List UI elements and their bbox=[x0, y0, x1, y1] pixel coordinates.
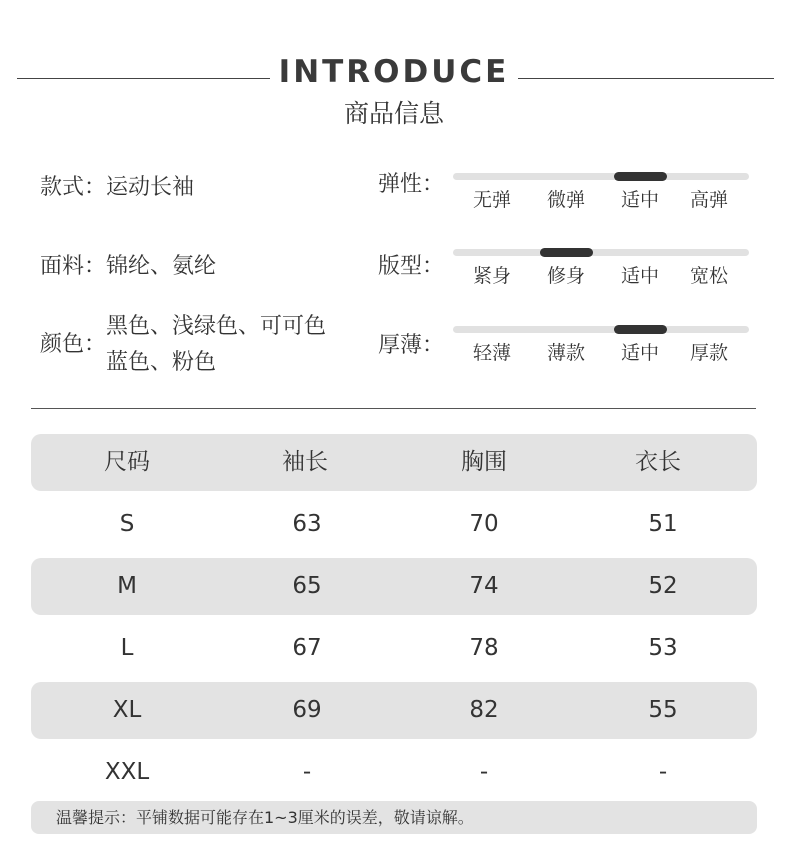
table-cell: 70 bbox=[469, 511, 499, 537]
scale-option: 薄款 bbox=[546, 342, 586, 364]
table-header-cell: 袖长 bbox=[282, 449, 328, 475]
title-english: INTRODUCE bbox=[278, 54, 510, 90]
scale-fit-marker bbox=[540, 248, 593, 257]
attr-color-line2: 蓝色、粉色 bbox=[106, 350, 217, 375]
scale-fit-options bbox=[453, 261, 749, 287]
table-header-cell: 尺码 bbox=[104, 449, 150, 475]
table-row bbox=[31, 682, 757, 739]
scale-elasticity-options bbox=[453, 185, 749, 211]
scale-elasticity-track bbox=[453, 173, 749, 180]
attr-color-line1: 黑色、浅绿色、可可色 bbox=[106, 314, 327, 339]
header-line-left bbox=[17, 78, 270, 79]
table-row bbox=[31, 620, 757, 677]
table-cell: 52 bbox=[648, 573, 678, 599]
table-cell: L bbox=[120, 635, 134, 661]
table-cell: 82 bbox=[469, 697, 499, 723]
table-row bbox=[31, 558, 757, 615]
table-cell: - bbox=[302, 759, 312, 785]
table-cell: - bbox=[479, 759, 489, 785]
table-cell: 67 bbox=[292, 635, 322, 661]
table-cell: 63 bbox=[292, 511, 322, 537]
table-cell: 51 bbox=[648, 511, 678, 537]
table-cell: 74 bbox=[469, 573, 499, 599]
table-row bbox=[31, 744, 757, 801]
scale-option: 适中 bbox=[620, 265, 660, 287]
table-cell: XL bbox=[112, 697, 142, 723]
scale-option: 紧身 bbox=[472, 265, 512, 287]
table-cell: 53 bbox=[648, 635, 678, 661]
attr-style-label: 款式： bbox=[40, 175, 107, 200]
attr-style bbox=[40, 171, 194, 205]
scale-elasticity-marker bbox=[614, 172, 667, 181]
attr-fabric-value: 锦纶、氨纶 bbox=[106, 254, 217, 279]
scale-option: 高弹 bbox=[689, 189, 729, 211]
scale-thickness-options bbox=[453, 338, 749, 364]
scale-thickness-marker bbox=[614, 325, 667, 334]
table-cell: 55 bbox=[648, 697, 678, 723]
table-row bbox=[31, 496, 757, 553]
header-line-right bbox=[518, 78, 774, 79]
table-cell: S bbox=[119, 511, 135, 537]
scale-option: 轻薄 bbox=[472, 342, 512, 364]
table-cell: - bbox=[658, 759, 668, 785]
attr-fabric-label: 面料： bbox=[40, 254, 107, 279]
measurement-note-text: 温馨提示：平铺数据可能存在1~3厘米的误差，敬请谅解。 bbox=[56, 808, 474, 827]
scale-option: 适中 bbox=[620, 342, 660, 364]
attr-style-value: 运动长袖 bbox=[106, 175, 195, 200]
attr-color-label: 颜色： bbox=[40, 332, 107, 357]
scale-option: 微弹 bbox=[546, 189, 586, 211]
attr-fabric bbox=[40, 250, 216, 284]
scale-option: 修身 bbox=[546, 265, 586, 287]
table-cell: 78 bbox=[469, 635, 499, 661]
attr-color-value bbox=[106, 309, 326, 381]
scale-option: 适中 bbox=[620, 189, 660, 211]
section-divider bbox=[31, 408, 756, 409]
table-header-cell: 衣长 bbox=[635, 449, 681, 475]
scale-thickness-label: 厚薄： bbox=[378, 333, 445, 358]
scale-elasticity-label: 弹性： bbox=[378, 172, 445, 197]
scale-option: 宽松 bbox=[689, 265, 729, 287]
measurement-note bbox=[31, 801, 757, 834]
table-header-cell: 胸围 bbox=[461, 449, 507, 475]
scale-fit-label: 版型： bbox=[378, 254, 445, 279]
title-chinese: 商品信息 bbox=[343, 99, 444, 128]
scale-fit-track bbox=[453, 249, 749, 256]
table-cell: 65 bbox=[292, 573, 322, 599]
table-header-row bbox=[31, 434, 757, 491]
table-cell: XXL bbox=[104, 759, 150, 785]
scale-option: 厚款 bbox=[689, 342, 729, 364]
table-cell: 69 bbox=[292, 697, 322, 723]
scale-thickness-track bbox=[453, 326, 749, 333]
table-cell: M bbox=[117, 573, 137, 599]
scale-option: 无弹 bbox=[472, 189, 512, 211]
